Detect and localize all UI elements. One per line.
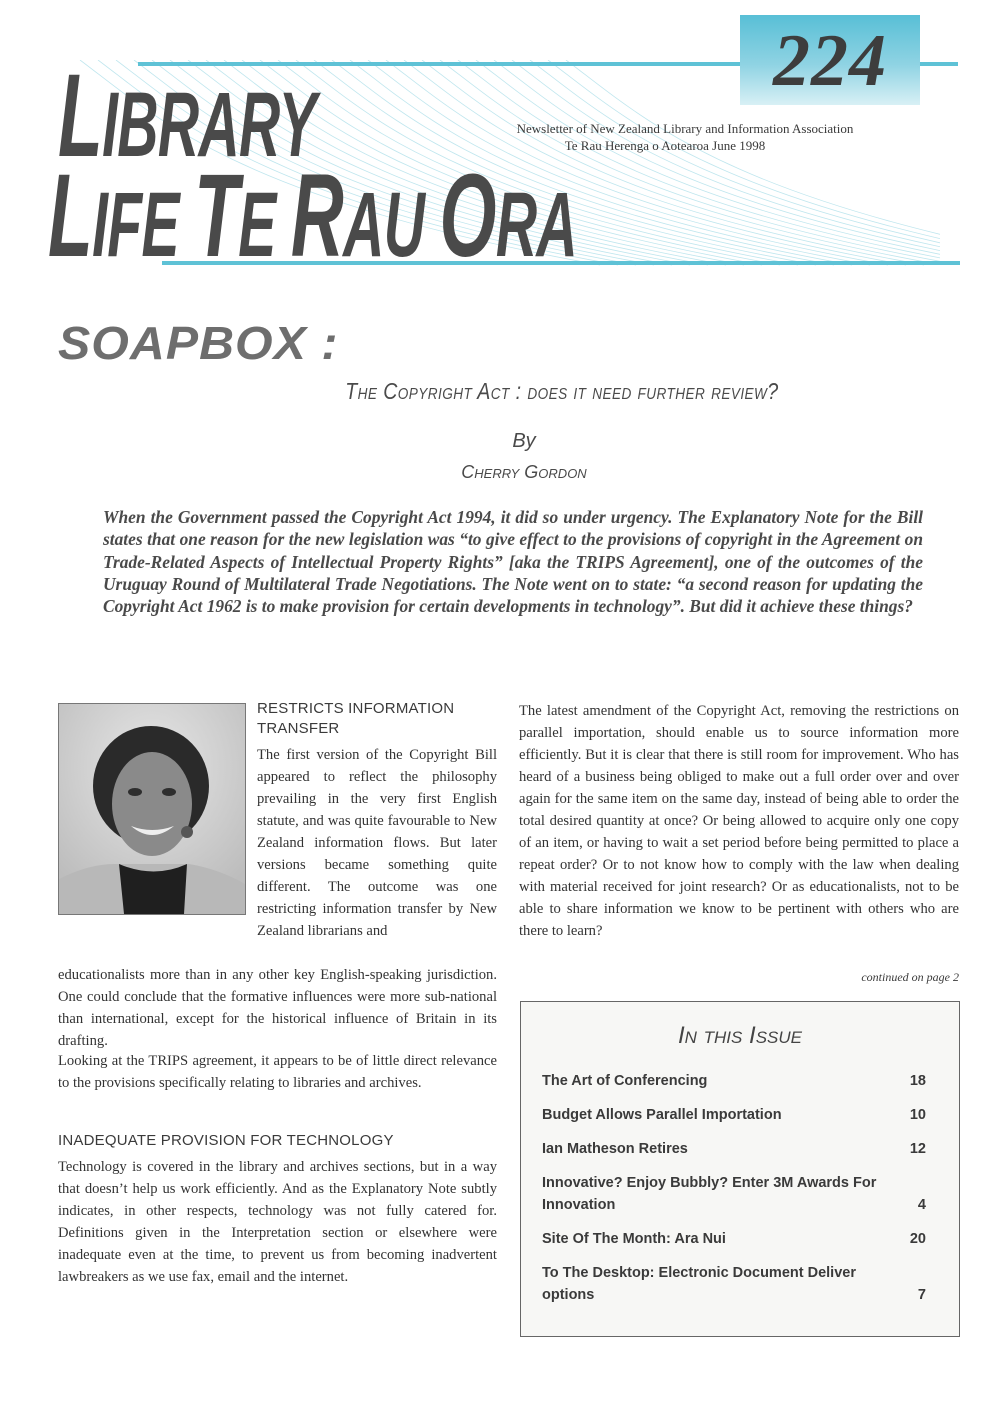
issue-number: 224	[773, 20, 887, 102]
article-kicker: SOAPBOX :	[58, 317, 339, 369]
article-title: The Copyright Act : does it need further review?	[345, 378, 779, 404]
masthead-title-library: LIBRARY	[58, 50, 316, 182]
continued-on-page-link[interactable]: continued on page 2	[861, 970, 959, 984]
author-portrait-graphic	[59, 704, 245, 914]
section-heading-restricts: RESTRICTS INFORMATION TRANSFER	[257, 700, 455, 737]
author-photo	[58, 703, 246, 915]
section-heading-inadequate: INADEQUATE PROVISION FOR TECHNOLOGY	[58, 1132, 394, 1149]
toc-item-page: 4	[917, 1197, 926, 1213]
masthead-tagline	[410, 120, 960, 154]
toc-item-page: 20	[909, 1231, 926, 1247]
paragraph-parallel-importation: The latest amendment of the Copyright Act, removing the restrictions on parallel importation, should enable us to source information more efficiently. But it is clear that there is still room for improvement. Who has heard of a business being obliged to make out a full order over and over again for the same item on the same day, instead of being able to order the total desired quantity at once? Or being allowed to acquire only one copy of an item, or having to wait a set period before being permitted to place a repeat order? Or to not know how to comply with the law when dealing with material received for joint research? Or as educationalists, not to be able to share information we know to be pertinent with others who are there to learn?	[519, 703, 959, 939]
tagline-line-2: Te Rau Herenga o Aotearoa June 1998	[564, 138, 766, 153]
masthead-title-life-te-rau-ora: LIFE TE RAU ORA	[48, 150, 577, 282]
toc-item[interactable]	[542, 1262, 926, 1306]
toc-item[interactable]	[542, 1172, 926, 1216]
issue-number-box	[740, 15, 920, 105]
paragraph-trips: Looking at the TRIPS agreement, it appears to be of little direct relevance to the provisions specifically relating to libraries and archives.	[58, 1053, 497, 1091]
toc-item-title: To The Desktop: Electronic Document Deliver options	[542, 1265, 856, 1303]
toc-item-title: Budget Allows Parallel Importation	[542, 1107, 782, 1123]
paragraph-restricts-continued: educationalists more than in any other key English-speaking jurisdiction. One could conclude that the formative influences were more sub-national than international, except for the historical influence of Britain in its drafting.	[58, 967, 497, 1049]
in-this-issue-box	[520, 1001, 960, 1337]
byline-by: By	[512, 430, 536, 452]
toc-item-title: The Art of Conferencing	[542, 1073, 708, 1089]
in-this-issue-title: In this Issue	[678, 1022, 802, 1049]
toc-item[interactable]	[542, 1070, 926, 1092]
in-this-issue-list	[542, 1070, 926, 1318]
tagline-line-1: Newsletter of New Zealand Library and Information Association	[516, 121, 854, 136]
toc-item[interactable]	[542, 1228, 926, 1250]
article-intro: When the Government passed the Copyright Act 1994, it did so under urgency. The Explanatory Note for the Bill states that one reason for the new legislation was “to give effect to the provisions of copyright in the Agreement on Trade-Related Aspects of Intellectual Property Rights” [aka the TRIPS Agreement], one of the outcomes of the Uruguay Round of Multilateral Trade Negotiations. The Note went on to state: “a second reason for updating the Copyright Act 1962 is to make provision for certain developments in technology”. But did it achieve these things?	[103, 507, 923, 617]
toc-item-page: 10	[909, 1107, 926, 1123]
toc-item-title: Ian Matheson Retires	[542, 1141, 688, 1157]
toc-item[interactable]	[542, 1104, 926, 1126]
paragraph-restricts-beside-photo: The first version of the Copyright Bill appeared to reflect the philosophy prevailing in the very first English statute, and was quite favourable to New Zealand information flows. But later versions became something quite different. The outcome was one restricting information transfer by New Zealand librarians and	[257, 747, 497, 939]
byline-author: Cherry Gordon	[461, 462, 587, 482]
toc-item-title: Site Of The Month: Ara Nui	[542, 1231, 726, 1247]
toc-item-page: 7	[917, 1287, 926, 1303]
toc-item-page: 12	[909, 1141, 926, 1157]
toc-item[interactable]	[542, 1138, 926, 1160]
paragraph-inadequate: Technology is covered in the library and archives sections, but in a way that doesn’t help us work efficiently. And as the Explanatory Note subtly indicates, in other respects, technology was not fully catered for. Definitions given in the Interpretation section or elsewhere were inadequate even at the time, to prevent us from becoming inadvertent lawbreakers as we use fax, email and the internet.	[58, 1159, 497, 1285]
toc-item-page: 18	[909, 1073, 926, 1089]
toc-item-title: Innovative? Enjoy Bubbly? Enter 3M Awards For Innovation	[542, 1175, 877, 1213]
